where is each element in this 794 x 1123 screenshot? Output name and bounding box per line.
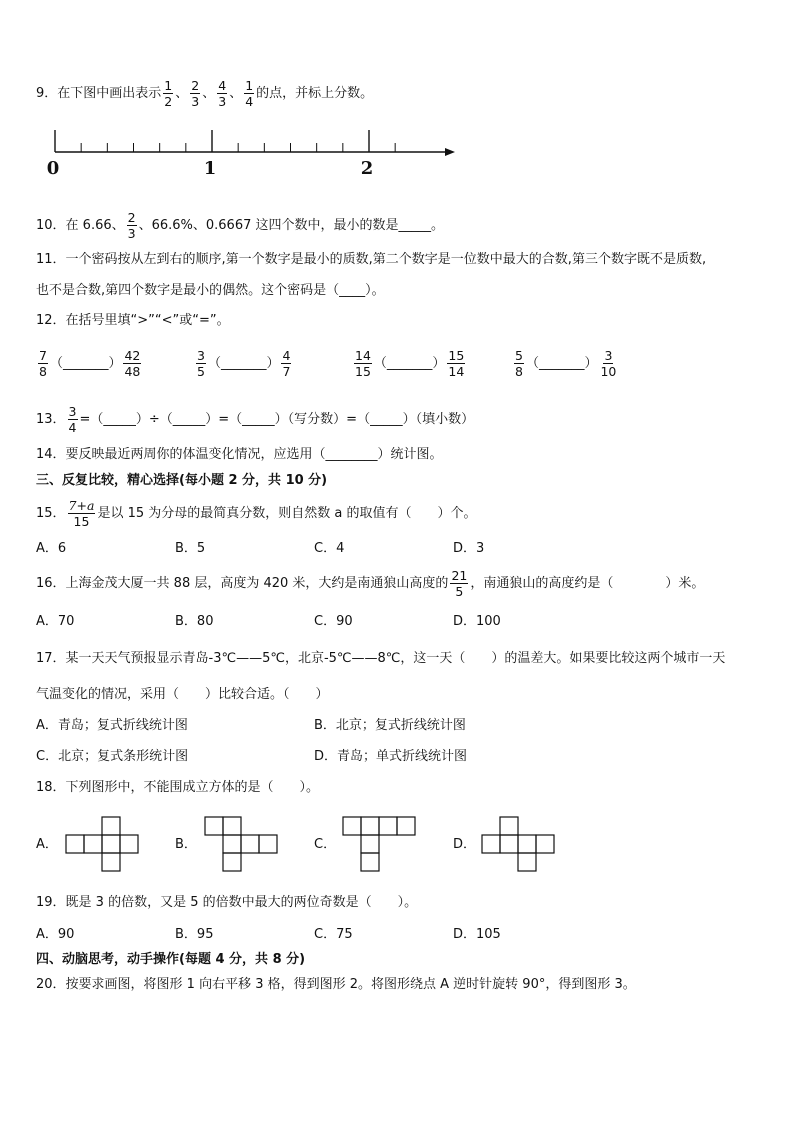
option-c[interactable]: C．4 [314,541,345,556]
axis-label: 1 [203,158,217,179]
option-c[interactable]: C．90 [314,614,353,629]
question-text: 是以 15 为分母的最简真分数，则自然数 a 的取值有（ ）个。 [97,506,477,521]
denominator: 3 [127,226,136,241]
question-text: 16．上海金茂大厦一共 88 层，高度为 420 米，大约是南通狼山高度的 [36,576,449,591]
numerator: 1 [245,78,254,93]
option-a[interactable]: A．70 [36,614,75,629]
numerator: 4 [218,78,227,93]
denominator: 3 [218,94,227,109]
numerator: 2 [127,210,136,225]
question-17-line1: 17．某一天天气预报显示青岛-3℃——5℃，北京-5℃——8℃，这一天（ ）的温差大。如果要比较这两个城市一天 [36,651,726,666]
numerator: 1 [164,78,173,93]
numerator: 4 [282,348,291,363]
question-18: 18．下列图形中，不能围成立方体的是（ ）。 [36,780,320,795]
numerator: 7+a [68,498,95,513]
denominator: 5 [197,364,205,379]
option-d[interactable]: D．青岛；单式折线统计图 [314,749,468,764]
question-number: 15． [36,506,66,521]
denominator: 8 [39,364,47,379]
option-a[interactable]: A．6 [36,541,67,556]
question-text: 、66.6%、0.6667 这四个数中，最小的数是_____。 [138,218,444,233]
option-d[interactable]: D．100 [453,614,501,629]
denominator: 3 [191,94,200,109]
denominator: 10 [600,364,617,379]
numerator: 3 [197,348,205,363]
numerator: 2 [191,78,200,93]
numerator: 7 [39,348,47,363]
denominator: 4 [245,94,254,109]
option-c[interactable]: C．北京；复式条形统计图 [36,749,189,764]
option-c[interactable]: C． [314,837,337,852]
question-19: 19．既是 3 的倍数，又是 5 的倍数中最大的两位奇数是（ ）。 [36,895,418,910]
question-number: 13． [36,412,66,427]
section-heading-4: 四、动脑思考，动手操作(每题 4 分，共 8 分) [36,952,306,967]
question-12: 12．在括号里填“>”“<”或“=”。 [36,313,230,328]
question-11-line1: 11．一个密码按从左到右的顺序,第一个数字是最小的质数,第二个数字是一位数中最大的合数,第三个数字既不是质数, [36,252,707,267]
option-a[interactable]: A．90 [36,927,75,942]
section-heading-3: 三、反复比较，精心选择(每小题 2 分，共 10 分) [36,473,328,488]
numerator: 14 [355,348,371,363]
numerator: 3 [604,348,613,363]
question-text: 在 6.66、 [65,218,125,233]
answer-blank[interactable]: （_______） [49,356,122,371]
cube-net-c[interactable] [343,817,415,871]
option-b[interactable]: B．北京；复式折线统计图 [314,718,466,733]
option-b[interactable]: B．95 [175,927,214,942]
answer-blank[interactable]: （_______） [525,356,598,371]
question-17-line2: 气温变化的情况，采用（ ）比较合适。（ ） [36,687,329,702]
answer-blank[interactable]: （_______） [207,356,280,371]
question-text: =（_____）÷（_____）=（_____）（写分数）=（_____）（填小数） [79,412,475,427]
question-14: 14．要反映最近两周你的体温变化情况，应选用（________）统计图。 [36,447,443,462]
denominator: 15 [73,514,90,529]
separator: 、 [229,86,243,101]
option-d[interactable]: D． [453,837,477,852]
numerator: 42 [124,348,141,363]
question-number: 9． [36,86,58,101]
separator: 、 [175,86,189,101]
numerator: 15 [448,348,465,363]
axis-label: 0 [46,158,60,179]
denominator: 8 [515,364,523,379]
axis-label: 2 [360,158,374,179]
numerator: 3 [68,404,77,419]
denominator: 5 [455,584,464,599]
question-text: 在下图中画出表示 [57,86,162,101]
denominator: 2 [164,94,173,109]
cube-net-d[interactable] [482,817,554,871]
denominator: 7 [282,364,291,379]
denominator: 14 [448,364,465,379]
denominator: 15 [355,364,371,379]
separator: 、 [202,86,216,101]
option-b[interactable]: B．5 [175,541,206,556]
denominator: 4 [68,420,77,435]
question-number: 10． [36,218,66,233]
cube-net-b[interactable] [205,817,277,871]
question-text: ，南通狼山的高度约是（ ）米。 [470,576,705,591]
option-c[interactable]: C．75 [314,927,353,942]
question-11-line2: 也不是合数,第四个数字是最小的偶然。这个密码是（____）。 [36,283,385,298]
cube-net-a[interactable] [66,817,138,871]
option-b[interactable]: B．80 [175,614,214,629]
numerator: 5 [515,348,523,363]
answer-blank[interactable]: （_______） [373,356,446,371]
denominator: 48 [124,364,141,379]
option-d[interactable]: D．3 [453,541,485,556]
option-b[interactable]: B． [175,837,197,852]
option-a[interactable]: A． [36,837,58,852]
numerator: 21 [451,568,468,583]
question-20: 20．按要求画图，将图形 1 向右平移 3 格，得到图形 2。将图形绕点 A 逆时针旋转 90°，得到图形 3。 [36,977,636,992]
option-a[interactable]: A．青岛；复式折线统计图 [36,718,188,733]
question-text: 的点，并标上分数。 [256,86,374,101]
option-d[interactable]: D．105 [453,927,501,942]
